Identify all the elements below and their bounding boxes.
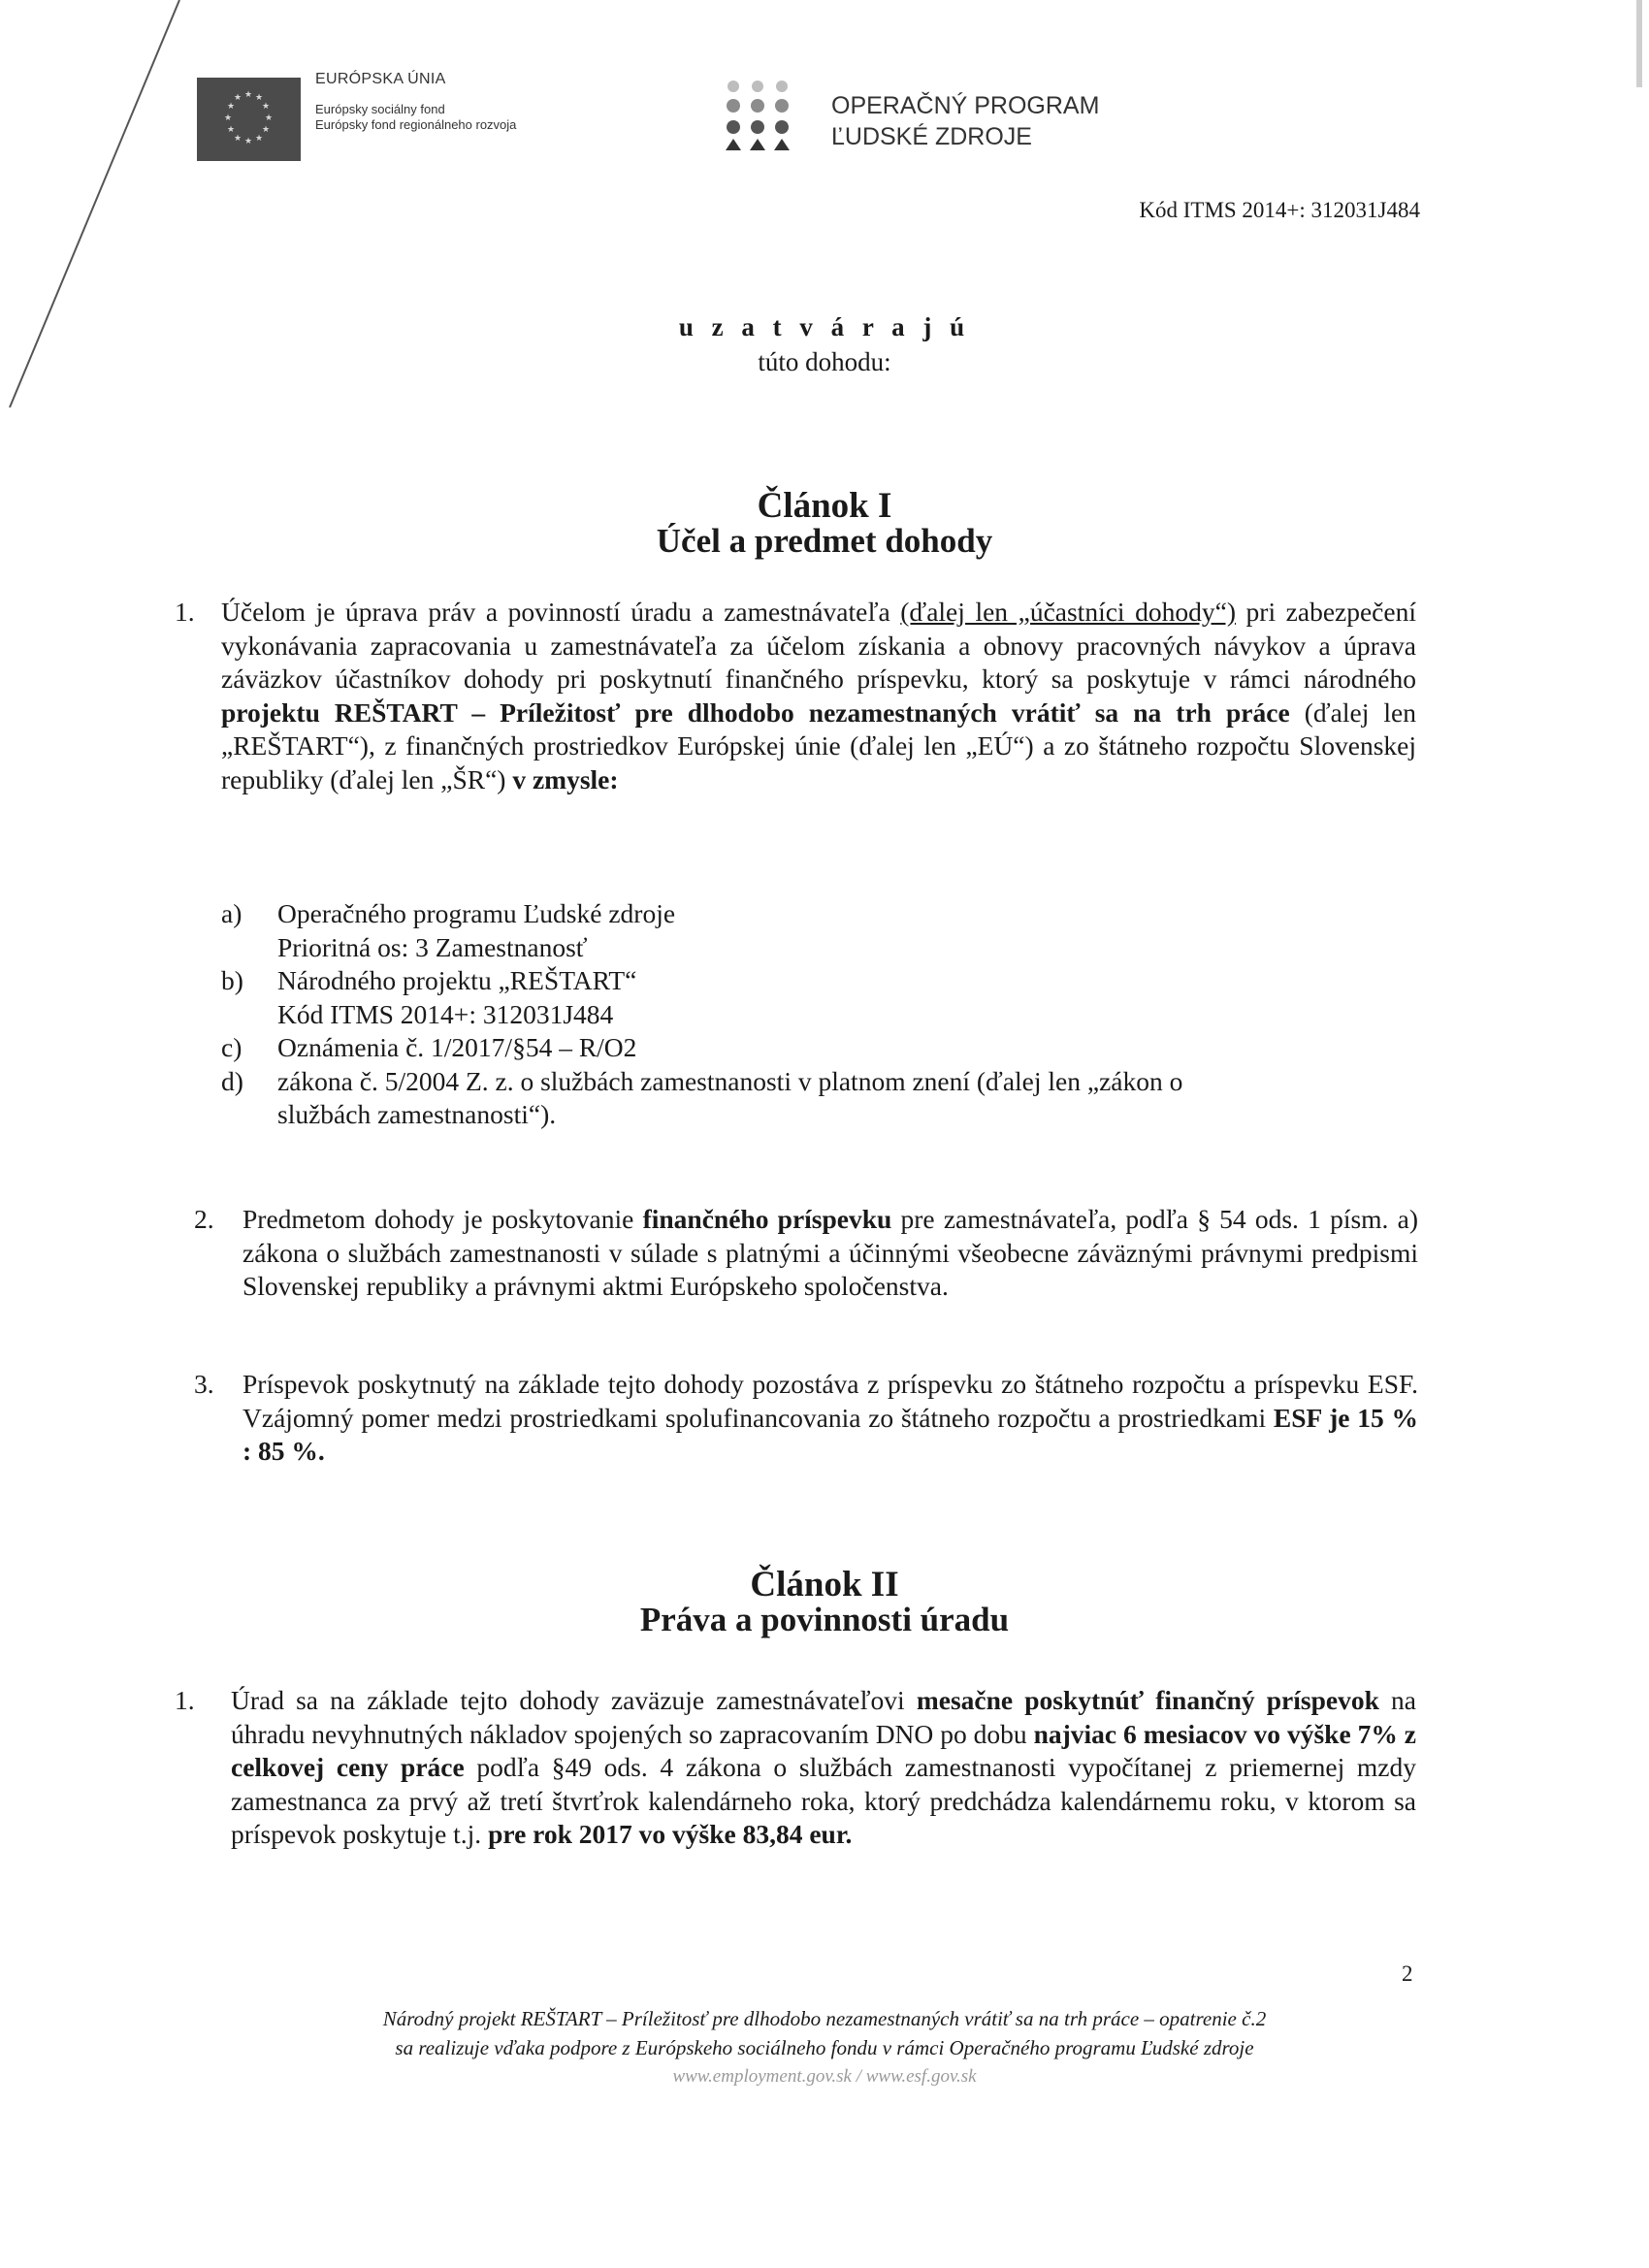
a1-p1: Účelom je úprava práv a povinností úradu a zamestnávateľa (ďalej len „účastníci dohody“) pri zabezpečení vykonávania zapracovania u zamestnávateľa za účelom získania a obnovy pracovných návykov a úprava záväzkov účastníkov dohody pri poskytnutí finančného príspevku, ktorý sa poskytuje v rámci národného projektu REŠTART – Príležitosť pre dlhodobo nezamestnaných vrátiť sa na trh práce (ďalej len „REŠTART“), z finančných prostriedkov Európskej únie (ďalej len „EÚ“) a zo štátneho rozpočtu Slovenskej republiky (ďalej len „ŠR“) v zmysle:: [221, 597, 1416, 794]
svg-text:★: ★: [254, 134, 264, 144]
a1-p1-number: 1.: [175, 597, 195, 627]
article2-subtitle: Práva a povinnosti úradu: [639, 1601, 1010, 1638]
a1-list: [221, 897, 1443, 1132]
svg-text:★: ★: [243, 137, 253, 146]
document-header: [197, 61, 1458, 168]
svg-text:★: ★: [261, 102, 271, 112]
a1-p3-number: 3.: [194, 1369, 214, 1399]
intro-spaced: u z a t v á r a j ú: [678, 312, 971, 341]
footer-line2: sa realizuje vďaka podpore z Európskeho sociálneho fondu v rámci Operačného programu Ľudské zdroje: [395, 2036, 1254, 2059]
article2-title: Článok II: [750, 1565, 899, 1604]
a1-p2: Predmetom dohody je poskytovanie finančného príspevku pre zamestnávateľa, podľa § 54 ods. 1 písm. a) zákona o službách zamestnanosti v súlade s platnými a účinnými všeobecne záväznými právnymi predpismi Slovenskej republiky a právnymi aktmi Európskeho spoločenstva.: [242, 1204, 1418, 1301]
list-item: b) Národného projektu „REŠTART“ Kód ITMS 2014+: 312031J484: [221, 965, 637, 1029]
a2-p1-number: 1.: [175, 1685, 195, 1715]
svg-text:★: ★: [223, 113, 233, 123]
intro-line: túto dohodu:: [758, 347, 891, 376]
svg-text:★: ★: [233, 93, 242, 103]
svg-text:★: ★: [264, 113, 274, 123]
svg-text:★: ★: [261, 125, 271, 135]
svg-text:★: ★: [243, 90, 253, 100]
a1-p1-project-name: projektu REŠTART – Príležitosť pre dlhodobo nezamestnaných vrátiť sa na trh práce: [221, 697, 1290, 728]
op-dots-logo: [724, 79, 792, 152]
eu-fund-regional: Európsky fond regionálneho rozvoja: [315, 117, 517, 132]
page-footer: [0, 2004, 1649, 2091]
svg-text:★: ★: [226, 102, 236, 112]
op-title-line1: OPERAČNÝ PROGRAM: [831, 92, 1100, 119]
footer-websites: www.employment.gov.sk / www.esf.gov.sk: [672, 2066, 977, 2087]
svg-text:★: ★: [226, 125, 236, 135]
eu-fund-social: Európsky sociálny fond: [315, 102, 445, 116]
a2-p1: Úrad sa na základe tejto dohody zaväzuje zamestnávateľovi mesačne poskytnúť finančný príspevok na úhradu nevyhnutných nákladov spojených so zapracovaním DNO po dobu najviac 6 mesiacov vo výške 7% z celkovej ceny práce podľa §49 ods. 4 zákona o službách zamestnanosti vypočítanej z priemernej mzdy zamestnanca za prvý až tretí štvrťrok kalendárneho roka, ktorý predchádza kalendárnemu roku, v ktorom sa príspevok poskytuje t.j. pre rok 2017 vo výške 83,84 eur.: [231, 1685, 1417, 1849]
eu-flag-logo: [197, 78, 301, 161]
article1-subtitle: Účel a predmet dohody: [656, 522, 993, 560]
list-item: c) Oznámenia č. 1/2017/§54 – R/O2: [221, 1032, 637, 1062]
list-item: d) zákona č. 5/2004 Z. z. o službách zamestnanosti v platnom znení (ďalej len „zákon o službách zamestnanosti“).: [221, 1065, 1183, 1129]
footer-line1: Národný projekt REŠTART – Príležitosť pre dlhodobo nezamestnaných vrátiť sa na trh práce – opatrenie č.2: [382, 2007, 1267, 2030]
a1-p2-number: 2.: [194, 1204, 214, 1234]
page-number: 2: [1402, 1961, 1413, 1986]
a1-p1-underlined: (ďalej len „účastníci dohody“): [900, 597, 1236, 627]
itms-code: Kód ITMS 2014+: 312031J484: [1139, 198, 1420, 222]
a1-p3: Príspevok poskytnutý na základe tejto dohody pozostáva z príspevku zo štátneho rozpočtu a príspevku ESF. Vzájomný pomer medzi prostriedkami spolufinancovania zo štátneho rozpočtu a prostriedkami ESF je 15 % : 85 %.: [242, 1369, 1419, 1466]
svg-text:★: ★: [233, 134, 242, 144]
svg-text:★: ★: [254, 93, 264, 103]
op-title-line2: ĽUDSKÉ ZDROJE: [831, 123, 1032, 150]
list-item: a) Operačného programu Ľudské zdroje Prioritná os: 3 Zamestnanosť: [221, 898, 676, 962]
article1-title: Článok I: [757, 486, 892, 526]
eu-title: EURÓPSKA ÚNIA: [315, 71, 446, 87]
